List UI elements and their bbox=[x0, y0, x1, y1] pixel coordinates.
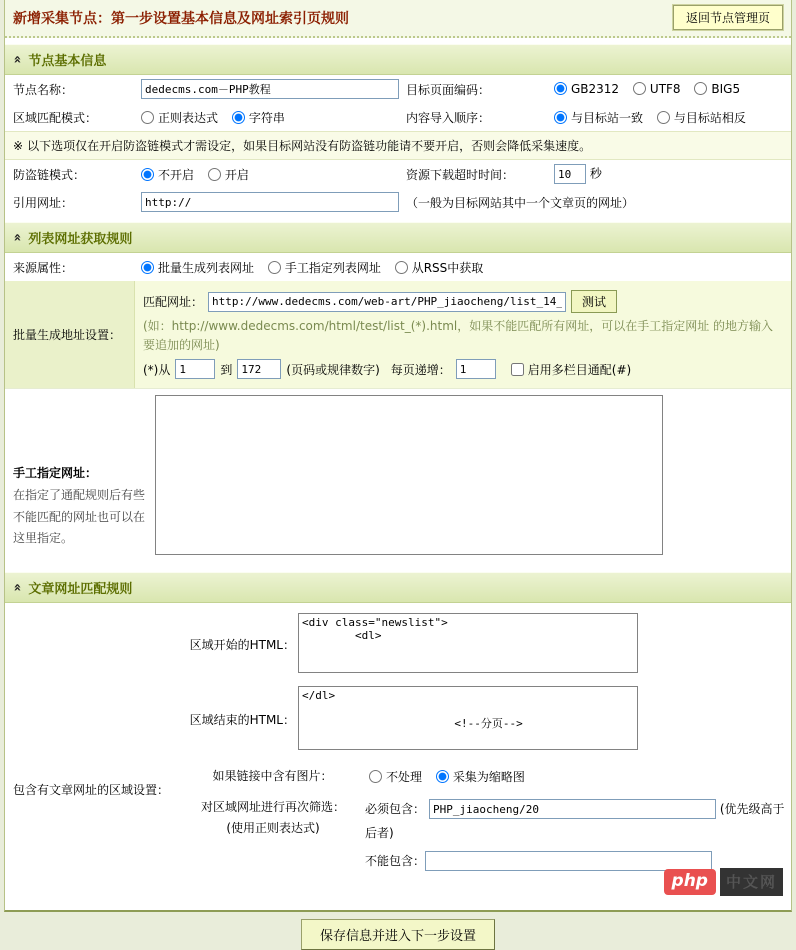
import-order-radio-group bbox=[554, 109, 783, 126]
range-to-input[interactable] bbox=[237, 359, 281, 379]
radio-batch-generate[interactable]: 批量生成列表网址 bbox=[141, 261, 254, 275]
match-url-hint: (如：http://www.dedecms.com/html/test/list_(*).html，如果不能匹配所有网址，可以在手工指定网址 的地方输入要追加的网址) bbox=[143, 319, 774, 353]
row-url-filter bbox=[5, 797, 791, 871]
manual-url-desc: 在指定了通配规则后有些不能匹配的网址也可以在这里指定。 bbox=[13, 487, 146, 546]
notice-text: 以下选项仅在开启防盗链模式才需设定，如果目标网站没有防盗链功能请不要开启，否则会降低采集速度。 bbox=[27, 139, 592, 153]
ref-url-hint: （一般为目标网站其中一个文章页的网址） bbox=[406, 195, 635, 210]
image-radio-group bbox=[369, 768, 535, 785]
row-source-type bbox=[5, 253, 791, 281]
match-url-input[interactable] bbox=[208, 292, 566, 312]
test-url-button[interactable]: 测试 bbox=[571, 290, 617, 313]
timeout-unit: 秒 bbox=[589, 166, 602, 181]
url-filter-label: 对区域网址进行再次筛选： bbox=[200, 799, 345, 814]
collector-node-form-page bbox=[4, 0, 792, 944]
row-match-mode bbox=[5, 103, 791, 131]
manual-url-row bbox=[5, 389, 791, 566]
radio-gb2312[interactable]: GB2312 bbox=[554, 82, 619, 96]
back-to-node-manage-button[interactable]: 返回节点管理页 bbox=[673, 5, 783, 30]
section-header-list-rules bbox=[5, 222, 791, 253]
radio-image-ignore[interactable]: 不处理 bbox=[369, 770, 422, 784]
collapse-icon: « bbox=[9, 55, 25, 64]
match-mode-radio-group bbox=[141, 109, 406, 126]
section-title: 节点基本信息 bbox=[28, 54, 107, 69]
radio-same-as-target[interactable]: 与目标站一致 bbox=[554, 111, 643, 125]
footer-actions bbox=[5, 919, 791, 950]
must-contain-label: 必须包含： bbox=[365, 801, 426, 816]
radio-utf8[interactable]: UTF8 bbox=[633, 82, 681, 96]
match-mode-label: 区域匹配模式： bbox=[13, 110, 98, 125]
row-referer-mode bbox=[5, 160, 791, 188]
node-name-input[interactable] bbox=[141, 79, 399, 99]
radio-regex[interactable]: 正则表达式 bbox=[141, 111, 218, 125]
row-ref-url bbox=[5, 188, 791, 216]
row-start-html bbox=[5, 613, 791, 676]
batch-generate-settings-row bbox=[5, 281, 791, 389]
radio-referer-off[interactable]: 不开启 bbox=[141, 168, 194, 182]
match-url-label: 匹配网址： bbox=[143, 295, 204, 309]
image-handling-label: 如果链接中含有图片： bbox=[212, 769, 333, 784]
source-type-label: 来源属性： bbox=[13, 260, 74, 275]
manual-url-textarea[interactable] bbox=[155, 395, 663, 555]
step-label: 每页递增： bbox=[390, 362, 451, 377]
not-contain-label: 不能包含： bbox=[365, 854, 426, 869]
section-title: 列表网址获取规则 bbox=[28, 232, 133, 247]
timeout-label: 资源下载超时时间： bbox=[406, 167, 515, 182]
end-html-label: 区域结束的HTML： bbox=[189, 713, 295, 728]
anti-leech-notice bbox=[5, 131, 791, 160]
radio-referer-on[interactable]: 开启 bbox=[208, 168, 249, 182]
start-html-textarea[interactable] bbox=[298, 613, 638, 673]
ref-url-label: 引用网址： bbox=[13, 195, 74, 210]
charset-label: 目标页面编码： bbox=[406, 82, 491, 97]
range-prefix: (*)从 bbox=[143, 362, 171, 377]
referer-mode-label: 防盗链模式： bbox=[13, 167, 86, 182]
row-end-html bbox=[5, 686, 791, 753]
article-area-group-label: 包含有文章网址的区域设置： bbox=[13, 783, 170, 798]
row-node-name bbox=[5, 75, 791, 103]
title-bar bbox=[5, 0, 791, 38]
must-contain-input[interactable] bbox=[429, 799, 716, 819]
section-title: 文章网址匹配规则 bbox=[28, 582, 133, 598]
range-to-label: 到 bbox=[220, 362, 233, 377]
charset-radio-group bbox=[554, 82, 783, 97]
multi-column-checkbox[interactable]: 启用多栏目通配(#) bbox=[511, 361, 631, 378]
radio-image-thumbnail[interactable]: 采集为缩略图 bbox=[436, 770, 525, 784]
section-header-basic-info bbox=[5, 44, 791, 75]
php-cn-logo bbox=[664, 868, 783, 896]
section-header-article-rules bbox=[5, 572, 791, 603]
end-html-textarea[interactable] bbox=[298, 686, 638, 750]
php-logo-badge: php bbox=[664, 869, 716, 895]
logo-suffix-text: 中文网 bbox=[720, 868, 783, 896]
collapse-icon: « bbox=[9, 583, 25, 593]
ref-url-input[interactable] bbox=[141, 192, 399, 212]
radio-big5[interactable]: BIG5 bbox=[694, 82, 740, 96]
node-name-label: 节点名称： bbox=[13, 82, 74, 97]
collapse-icon: « bbox=[9, 233, 25, 242]
manual-url-label: 手工指定网址： bbox=[13, 466, 98, 481]
must-contain-hint: (优先级高于后者) bbox=[365, 801, 785, 840]
timeout-input[interactable] bbox=[554, 164, 586, 184]
save-and-next-button[interactable]: 保存信息并进入下一步设置 bbox=[301, 919, 495, 950]
warning-icon: ※ bbox=[13, 138, 24, 153]
start-html-label: 区域开始的HTML： bbox=[189, 638, 295, 653]
radio-manual-list[interactable]: 手工指定列表网址 bbox=[268, 261, 381, 275]
step-input[interactable] bbox=[456, 359, 496, 379]
page-title: 新增采集节点：第一步设置基本信息及网址索引页规则 bbox=[13, 10, 349, 27]
radio-string[interactable]: 字符串 bbox=[232, 111, 285, 125]
import-order-label: 内容导入顺序： bbox=[406, 110, 491, 125]
range-note: (页码或规律数字) bbox=[286, 362, 380, 377]
url-filter-note: (使用正则表达式) bbox=[226, 821, 320, 836]
radio-from-rss[interactable]: 从RSS中获取 bbox=[395, 261, 484, 275]
batch-settings-label: 批量生成地址设置： bbox=[5, 281, 135, 388]
referer-radio-group bbox=[141, 166, 406, 183]
range-from-input[interactable] bbox=[175, 359, 215, 379]
radio-reverse-of-target[interactable]: 与目标站相反 bbox=[657, 111, 746, 125]
source-radio-group bbox=[141, 259, 493, 276]
